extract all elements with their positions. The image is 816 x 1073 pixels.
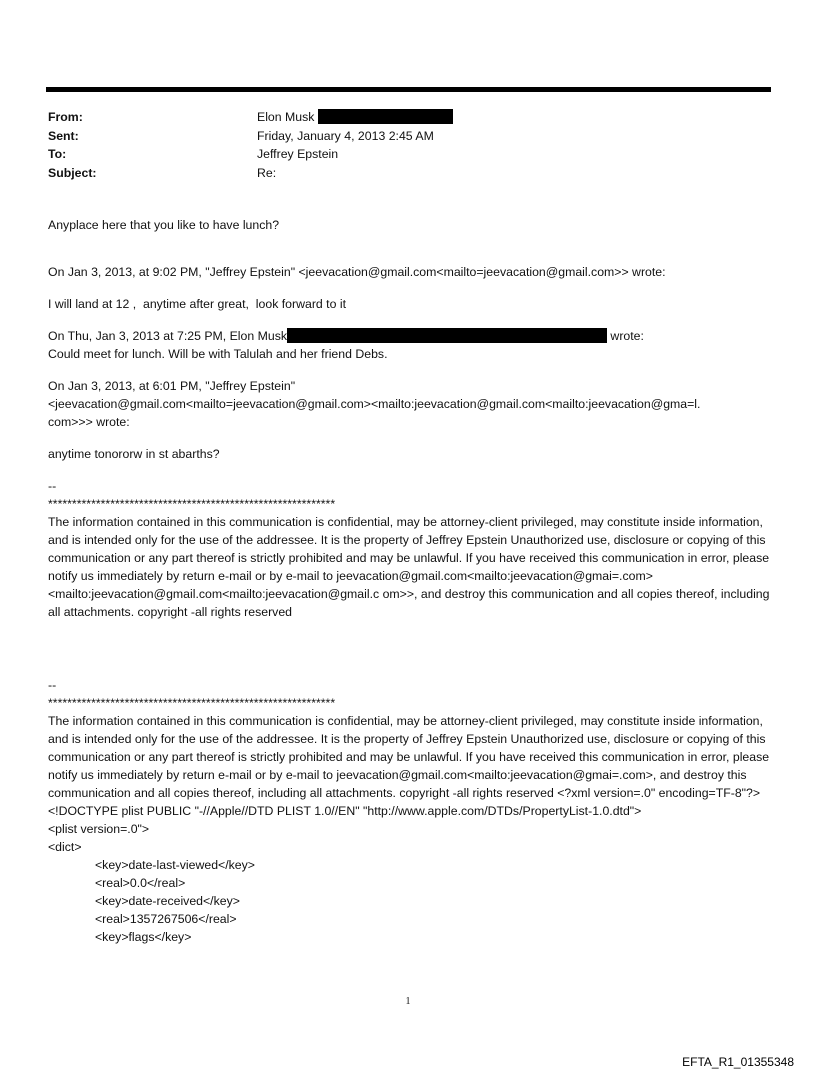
from-name: Elon Musk: [257, 110, 315, 124]
body-line: anytime tonororw in st abarths?: [48, 447, 220, 461]
signature-stars: ************************************************************: [48, 497, 336, 511]
signature-dash: --: [48, 479, 57, 493]
redaction-box: [318, 109, 453, 124]
body-line: Could meet for lunch. Will be with Talulah and her friend Debs.: [48, 347, 388, 361]
from-label: From:: [48, 110, 83, 124]
plist-line: <key>date-received</key>: [95, 894, 240, 908]
plist-line: <key>date-last-viewed</key>: [95, 858, 255, 872]
quote-header: <jeevacation@gmail.com<mailto=jeevacation@gmail.com><mailto:jeevacation@gmail.com<mailto:jeevacation@gma=l.: [48, 397, 701, 411]
signature-stars: ************************************************************: [48, 696, 336, 710]
sent-label: Sent:: [48, 128, 79, 143]
redaction-box: [287, 328, 607, 343]
sent-row: [48, 127, 453, 146]
sent-value: Friday, January 4, 2013 2:45 AM: [257, 128, 434, 143]
subject-value: Re:: [257, 165, 277, 180]
quote-header: On Jan 3, 2013, at 6:01 PM, "Jeffrey Epstein": [48, 379, 296, 393]
subject-label: Subject:: [48, 165, 97, 180]
to-label: To:: [48, 147, 67, 161]
subject-row: [48, 164, 453, 183]
quote-header: [48, 327, 776, 345]
plist-line: <key>flags</key>: [95, 930, 192, 944]
plist-line: <real>0.0</real>: [95, 876, 186, 890]
to-row: [48, 145, 453, 164]
plist-line: <plist version=.0">: [48, 822, 150, 836]
email-header: [48, 108, 453, 182]
from-value: [257, 108, 453, 127]
quote-header: com>>> wrote:: [48, 415, 130, 429]
signature-dash: --: [48, 678, 57, 692]
quote-header-text: wrote:: [607, 329, 644, 343]
disclaimer: The information contained in this communication is confidential, may be attorney-client privileged, may constitute inside information, and is intended only for the use of the addressee. It is the property of Jeffrey Epstein Unauthorized use, disclosure or copying of this communication or any part thereof is strictly prohibited and may be unlawful. If you have received this communication in error, please notify us immediately by return e-mail or by e-mail to jeevacation@gmail.com<mailto:jeevacation@gmai=.com><mailto:jeevacation@gmail.com<mailto:jeevacation@gmail.c om>>, and destroy this communication and all copies thereof, including all attachments. copyright -all rights reserved: [48, 515, 773, 619]
page-number: 1: [405, 996, 411, 1007]
to-value: Jeffrey Epstein: [257, 147, 339, 161]
quote-header-text: On Thu, Jan 3, 2013 at 7:25 PM, Elon Musk: [48, 329, 288, 343]
quote-header: On Jan 3, 2013, at 9:02 PM, "Jeffrey Epstein" <jeevacation@gmail.com<mailto=jeevacation@gmail.com>> wrote:: [48, 265, 666, 279]
body-line: I will land at 12 , anytime after great, look forward to it: [48, 297, 346, 311]
plist-line: <real>1357267506</real>: [95, 912, 237, 926]
header-rule: [46, 87, 771, 92]
bates-number: EFTA_R1_01355348: [682, 1055, 794, 1069]
body-line: Anyplace here that you like to have lunch?: [48, 218, 280, 232]
disclaimer: The information contained in this communication is confidential, may be attorney-client privileged, may constitute inside information, and is intended only for the use of the addressee. It is the property of Jeffrey Epstein Unauthorized use, disclosure or copying of this communication or any part thereof is strictly prohibited and may be unlawful. If you have received this communication in error, please notify us immediately by return e-mail or by e-mail to jeevacation@gmail.com<mailto:jeevacation@gmai=.com>, and destroy this communication and all copies thereof, including all attachments. copyright -all rights reserved <?xml version=.0" encoding=TF-8"?> <!DOCTYPE plist PUBLIC "-//Apple//DTD PLIST 1.0//EN" "http://www.apple.com/DTDs/PropertyList-1.0.dtd">: [48, 714, 773, 818]
from-row: [48, 108, 453, 127]
plist-line: <dict>: [48, 840, 82, 854]
email-body: [48, 216, 776, 946]
